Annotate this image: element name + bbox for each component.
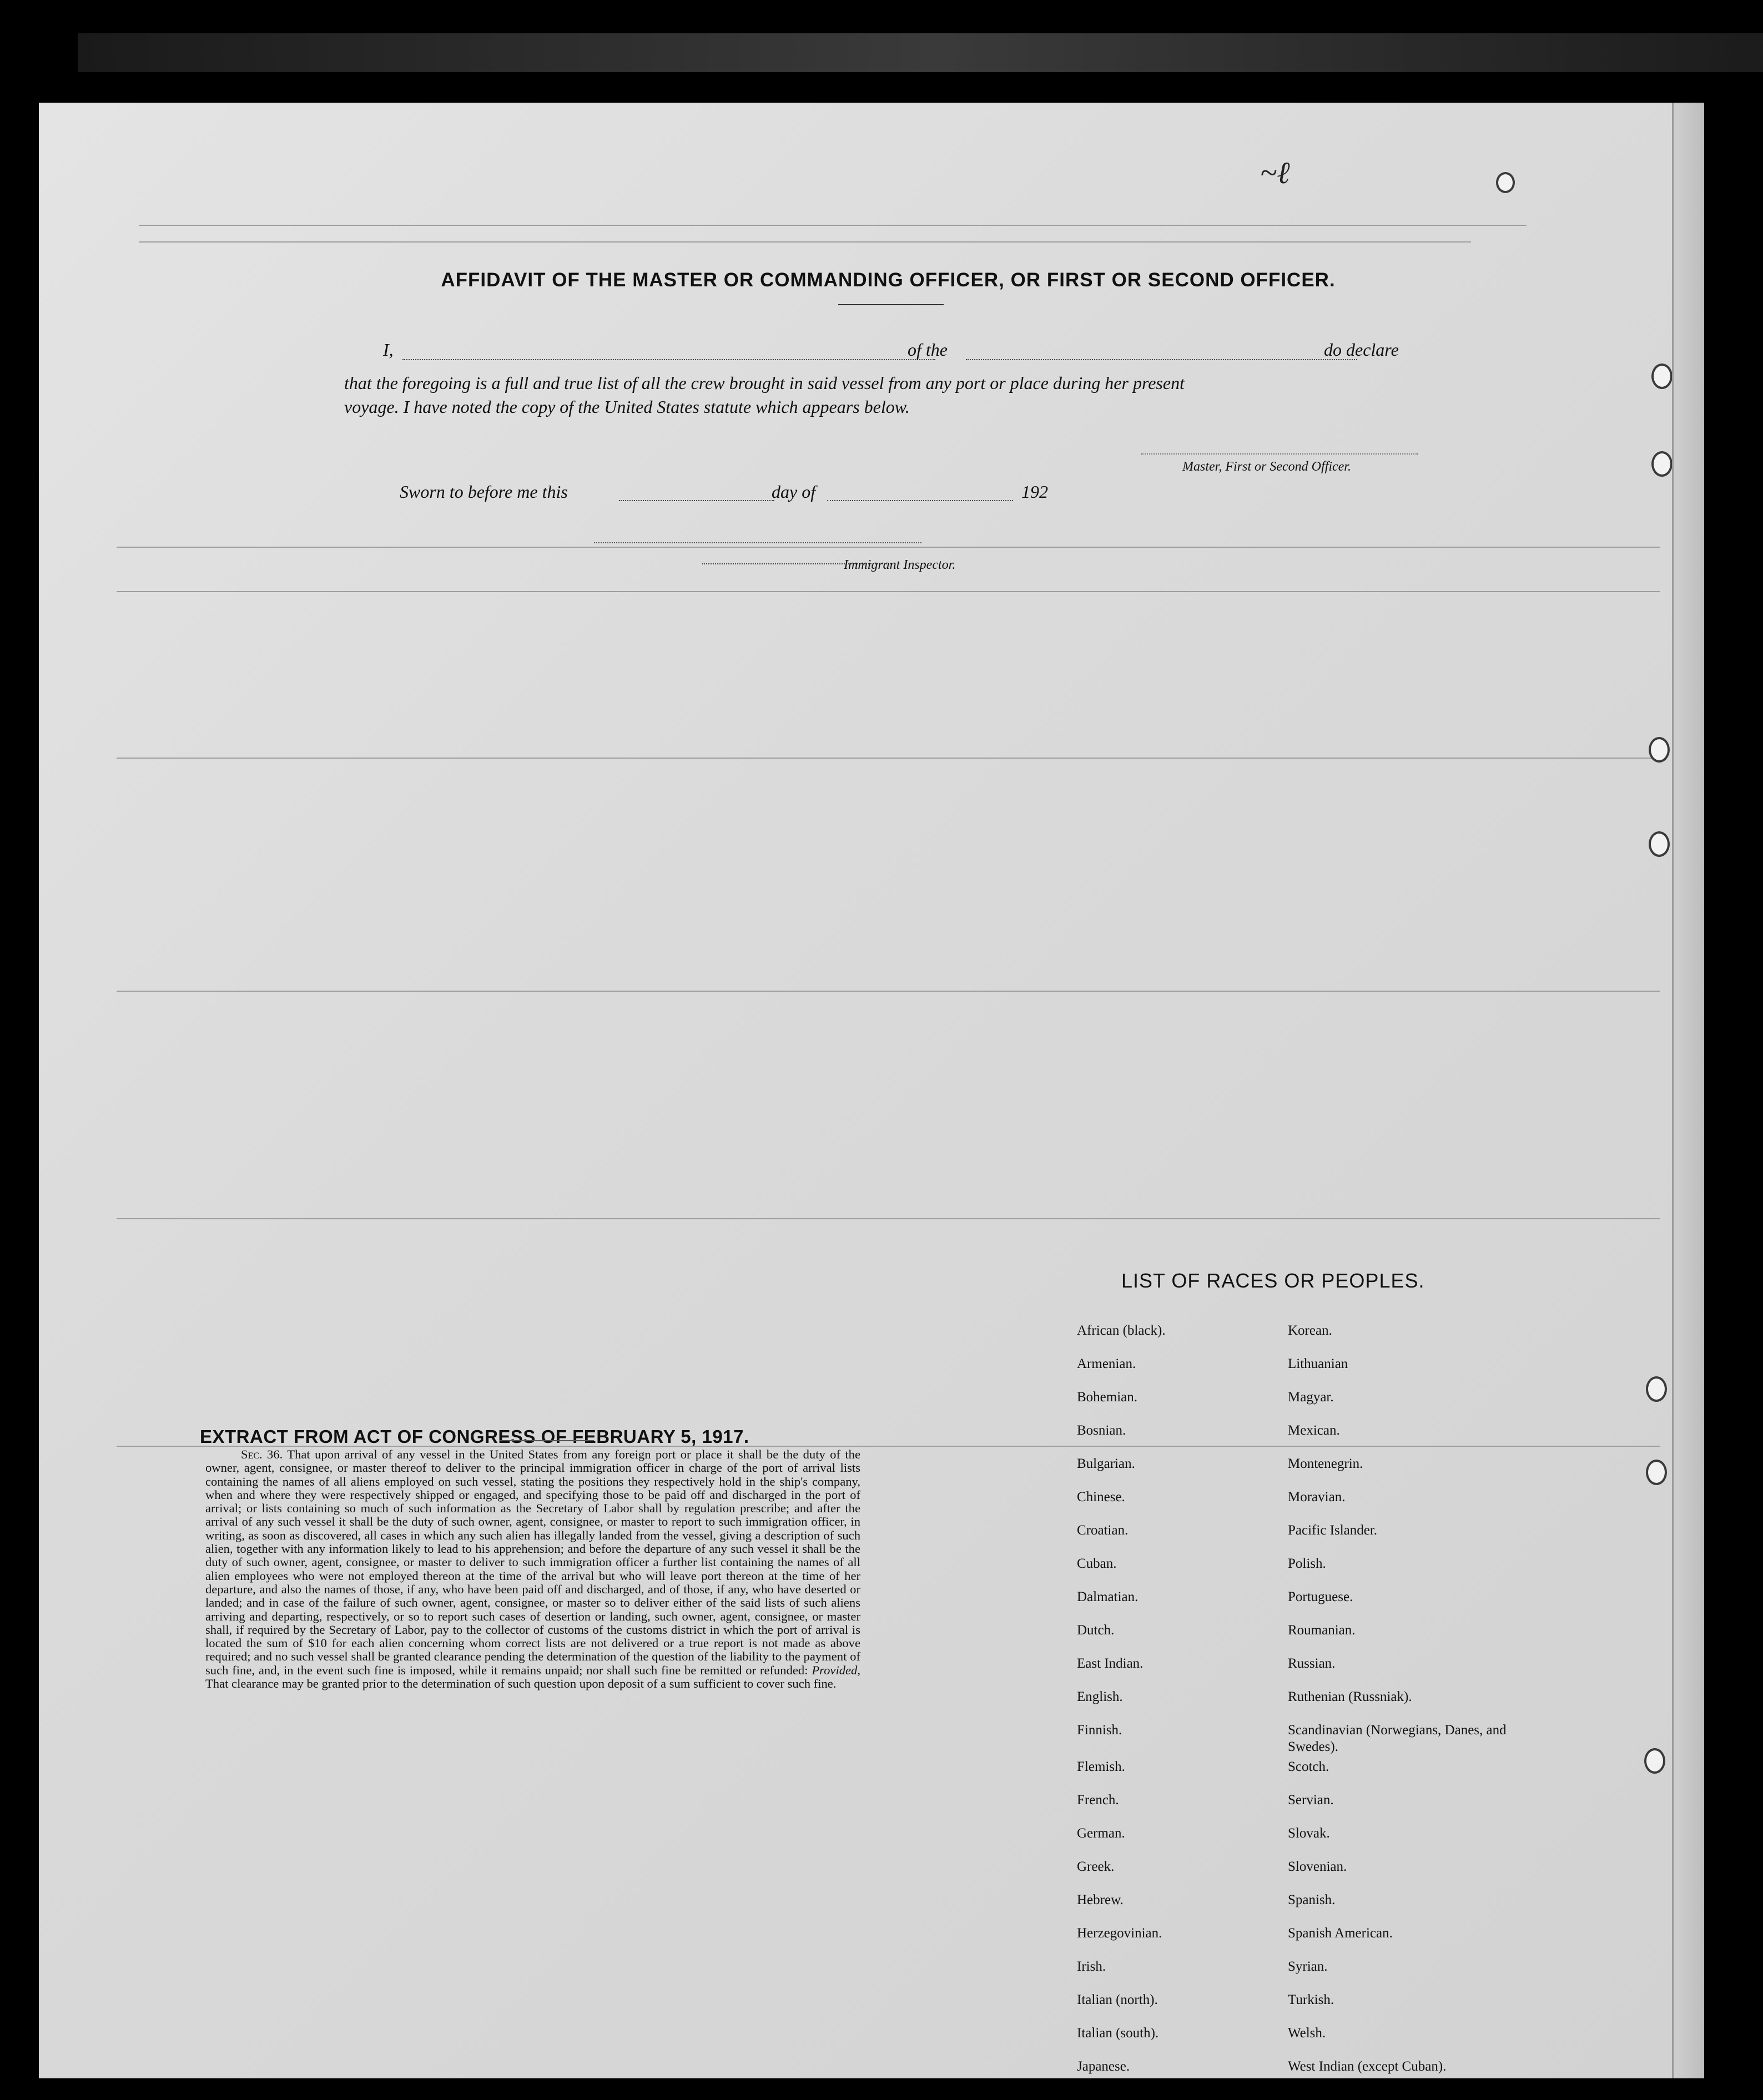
extract-title: EXTRACT FROM ACT OF CONGRESS OF FEBRUARY 5, 1917. xyxy=(200,1426,749,1447)
affidavit-i: I, xyxy=(383,340,394,360)
margin-hole xyxy=(1646,1460,1667,1485)
bleed-through-rule xyxy=(139,241,1471,243)
races-list-title: LIST OF RACES OR PEOPLES. xyxy=(1121,1269,1425,1292)
race-right-item: Turkish. xyxy=(1288,1992,1334,2007)
affidavit-title: AFFIDAVIT OF THE MASTER OR COMMANDING OFFICER, OR FIRST OR SECOND OFFICER. xyxy=(441,269,1336,291)
race-left-item: German. xyxy=(1077,1826,1125,1841)
race-left-item: Chinese. xyxy=(1077,1490,1125,1505)
race-left-item: East Indian. xyxy=(1077,1656,1144,1671)
race-right-item: Servian. xyxy=(1288,1793,1334,1808)
race-right-item: Korean. xyxy=(1288,1323,1332,1338)
race-left-item: Bosnian. xyxy=(1077,1423,1126,1438)
affidavit-of-the: of the xyxy=(908,340,948,360)
margin-hole xyxy=(1496,172,1515,193)
race-right-item: Syrian. xyxy=(1288,1959,1328,1974)
affidavit-line-2: that the foregoing is a full and true list of all the crew brought in said vessel from any port or place during her present xyxy=(344,373,1185,393)
race-right-item: West Indian (except Cuban). xyxy=(1288,2059,1447,2074)
race-right-item: Pacific Islander. xyxy=(1288,1523,1378,1538)
margin-hole xyxy=(1644,1748,1665,1774)
race-left-item: Irish. xyxy=(1077,1959,1106,1974)
race-right-item: Welsh. xyxy=(1288,2026,1326,2041)
race-right-item: Slovenian. xyxy=(1288,1859,1347,1874)
section-label: Sec. 36. xyxy=(241,1447,283,1461)
race-right-item: Scandinavian (Norwegians, Danes, and Swedes). xyxy=(1288,1723,1507,1754)
vessel-blank[interactable] xyxy=(966,359,1357,360)
film-top-band xyxy=(78,33,1763,72)
bleed-through-rule xyxy=(117,1218,1660,1219)
race-left-item: English. xyxy=(1077,1689,1123,1704)
race-left-item: Flemish. xyxy=(1077,1759,1125,1774)
statute-body-a: That upon arrival of any vessel in the United States from any foreign port or place it shall be the duty of the owner, agent, consignee, or master thereof to deliver to the principal immigration officer in charge of the port of arrival lists containing the names of all aliens employed on such vessel, stating the positions they respectively hold in the ship's company, when and where they were respectively shipped or engaged, and specifying those to be paid off and discharged in the port of arrival; or lists containing so much of such information as the Secretary of Labor shall by regulation prescribe; and after the arrival of any such vessel it shall be the duty of such owner, agent, consignee, or master to report to such immigration officer, in writing, as soon as discovered, all cases in which any such alien has illegally landed from the vessel, giving a description of such alien, together with any information likely to lead to his apprehension; and before the departure of any such vessel it shall be the duty of such owner, agent, consignee, or master to deliver to such immigration officer a further list containing the names of all alien employees who were not employed thereon at the time of the arrival but who will leave port thereon at the time of her departure, and also the names of those, if any, who have been paid off and discharged, and of those, if any, who have deserted or landed; and in case of the failure of such owner, agent, consignee, or master so to deliver either of the said lists of such aliens arriving and departing, respectively, or so to report such cases of desertion or landing, such owner, agent, consignee, or master shall, if required by the Secretary of Labor, pay to the collector of customs of the customs district in which the port of arrival is located the sum of $10 for each alien concerning whom correct lists are not delivered or a true report is not made as above required; and no such vessel shall be granted clearance pending the determination of the question of the liability to the payment of such fine, and, in the event such fine is imposed, while it remains unpaid; nor shall such fine be remitted or refunded: xyxy=(205,1447,860,1677)
margin-hole xyxy=(1646,1376,1667,1402)
race-left-item: Dutch. xyxy=(1077,1623,1115,1638)
race-left-item: Greek. xyxy=(1077,1859,1115,1874)
race-right-item: Scotch. xyxy=(1288,1759,1329,1774)
race-left-item: French. xyxy=(1077,1793,1119,1808)
margin-hole xyxy=(1651,451,1673,477)
statute-text xyxy=(205,1448,860,1690)
race-right-item: Slovak. xyxy=(1288,1826,1330,1841)
race-left-item: Herzegovinian. xyxy=(1077,1926,1162,1941)
inspector-caption: Immigrant Inspector. xyxy=(844,558,956,572)
race-left-item: Croatian. xyxy=(1077,1523,1129,1538)
margin-hole xyxy=(1651,364,1673,389)
extract-underline xyxy=(500,1440,594,1441)
race-right-item: Portuguese. xyxy=(1288,1589,1353,1604)
race-left-item: Bulgarian. xyxy=(1077,1456,1135,1471)
race-left-item: Bohemian. xyxy=(1077,1390,1138,1405)
year-text: 192 xyxy=(1021,482,1048,502)
race-left-item: African (black). xyxy=(1077,1323,1166,1338)
statute-proviso: Provided, xyxy=(812,1663,861,1677)
race-right-item: Mexican. xyxy=(1288,1423,1340,1438)
title-underline xyxy=(838,304,944,305)
race-left-item: Italian (south). xyxy=(1077,2026,1159,2041)
margin-hole xyxy=(1649,831,1670,857)
bleed-through-rule xyxy=(117,758,1660,759)
statute-body-b: That clearance may be granted prior to the determination of such question upon deposit of a sum sufficient to cover such fine. xyxy=(205,1677,837,1691)
affidavit-do-declare: do declare xyxy=(1324,340,1399,360)
race-left-item: Armenian. xyxy=(1077,1356,1136,1371)
affidavit-line-3: voyage. I have noted the copy of the United States statute which appears below. xyxy=(344,397,910,417)
race-right-item: Lithuanian xyxy=(1288,1356,1348,1371)
manifest-page xyxy=(39,103,1704,2078)
handwritten-mark: ~ℓ xyxy=(1260,156,1290,190)
bleed-through-rule xyxy=(139,225,1527,226)
race-right-item: Magyar. xyxy=(1288,1390,1334,1405)
day-of-text: day of xyxy=(772,482,816,502)
race-right-item: Spanish. xyxy=(1288,1892,1336,1907)
race-right-item: Spanish American. xyxy=(1288,1926,1393,1941)
sworn-day-blank[interactable] xyxy=(619,500,774,501)
margin-hole xyxy=(1649,737,1670,763)
race-left-item: Dalmatian. xyxy=(1077,1589,1139,1604)
inspector-short-rule xyxy=(594,542,921,543)
race-right-item: Moravian. xyxy=(1288,1490,1346,1505)
race-left-item: Cuban. xyxy=(1077,1556,1117,1571)
race-left-item: Italian (north). xyxy=(1077,1992,1158,2007)
bleed-through-rule xyxy=(117,591,1660,592)
race-right-item: Roumanian. xyxy=(1288,1623,1356,1638)
race-right-item: Russian. xyxy=(1288,1656,1336,1671)
race-left-item: Japanese. xyxy=(1077,2059,1130,2074)
sworn-text: Sworn to before me this xyxy=(400,482,568,502)
signature-line[interactable] xyxy=(1141,453,1418,455)
sworn-month-blank[interactable] xyxy=(827,500,1013,501)
bleed-through-rule xyxy=(117,991,1660,992)
race-right-item: Ruthenian (Russniak). xyxy=(1288,1689,1412,1704)
race-right-item: Montenegrin. xyxy=(1288,1456,1363,1471)
master-caption: Master, First or Second Officer. xyxy=(1182,460,1351,474)
page-edge-strip xyxy=(1672,103,1704,2078)
race-left-item: Finnish. xyxy=(1077,1723,1122,1738)
bleed-through-rule xyxy=(117,547,1660,548)
race-left-item: Hebrew. xyxy=(1077,1892,1124,1907)
name-blank[interactable] xyxy=(402,359,935,360)
race-right-item: Polish. xyxy=(1288,1556,1326,1571)
